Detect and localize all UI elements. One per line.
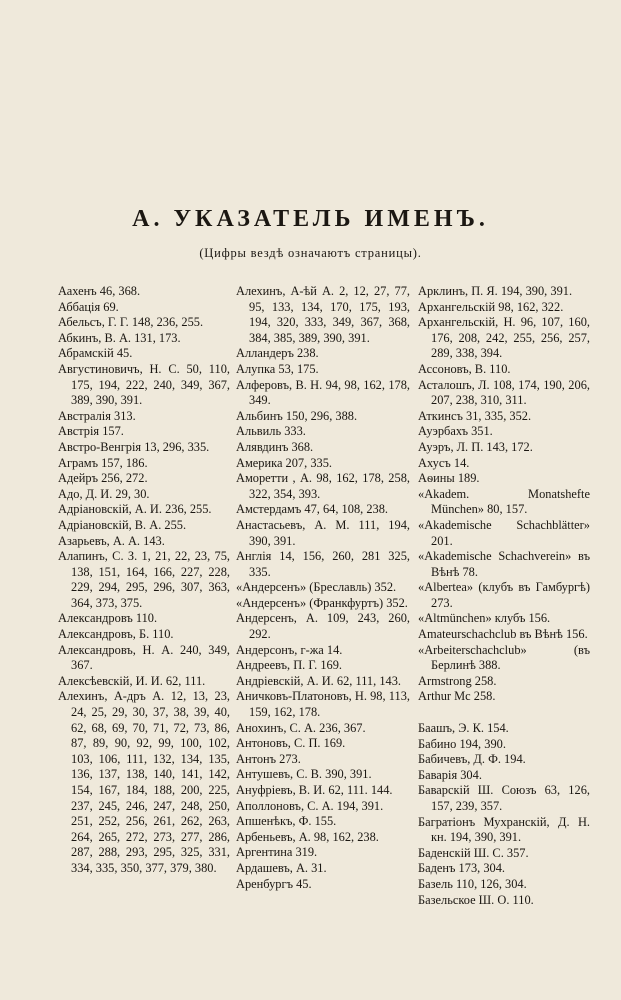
index-entry: Адріановскій, А. И. 236, 255. xyxy=(58,502,212,517)
index-entry: «Андерсенъ» (Бреславль) 352. xyxy=(236,580,397,595)
section-gap xyxy=(418,705,590,721)
page-subtitle: (Цифры вездѣ означаютъ страницы). xyxy=(199,246,422,260)
index-column-1 xyxy=(58,284,230,877)
index-entry: Адейръ 256, 272. xyxy=(58,471,148,486)
index-entry: Баденскій Ш. С. 357. xyxy=(418,845,529,860)
index-entry: Алландеръ 238. xyxy=(236,346,319,361)
index-entry: Асталошъ, Л. 108, 174, 190, 206, 207, 238, 310, 311. xyxy=(418,377,590,408)
index-entry: Архангельскій, Н. 96, 107, 160, 176, 208, 242, 255, 256, 257, 289, 338, 394. xyxy=(418,315,590,361)
index-entry: Адо, Д. И. 29, 30. xyxy=(58,486,150,501)
index-entry: «Akademische Schachverein» въ Вѣнѣ 78. xyxy=(418,549,590,579)
index-entry: Абрамскій 45. xyxy=(58,346,133,361)
index-entry: «Altmünchen» клубъ 156. xyxy=(418,611,551,626)
index-entry: Бабичевъ, Д. Ф. 194. xyxy=(418,752,526,767)
index-entry: «Albertea» (клубъ въ Гамбургѣ) 273. xyxy=(418,580,590,610)
index-entry: Баденъ 173, 304. xyxy=(418,861,506,876)
index-entry: Александровъ, Б. 110. xyxy=(58,627,174,642)
index-entry: «Андерсенъ» (Франкфуртъ) 352. xyxy=(236,595,408,610)
index-entry: Ардашевъ, А. 31. xyxy=(236,860,327,875)
index-entry: Аренбургъ 45. xyxy=(236,876,312,891)
index-entry: Антоновъ, С. П. 169. xyxy=(236,736,346,751)
index-entry: «Arbeiterschachclub» (въ Берлинѣ 388. xyxy=(418,642,590,673)
index-entry: Амстердамъ 47, 64, 108, 238. xyxy=(236,502,389,517)
index-entry: Алехинъ, А-ѣй А. 2, 12, 27, 77, 95, 133, 134, 170, 175, 193, 194, 320, 333, 349, 367, 368, 384, 385, 389, 390, 391. xyxy=(236,284,410,345)
index-entry: «Akadem. Monatshefte München» 80, 157. xyxy=(418,486,590,517)
index-entry: Аахенъ 46, 368. xyxy=(58,284,141,298)
index-entry: Armstrong 258. xyxy=(418,673,497,688)
index-entry: Аморетти , А. 98, 162, 178, 258, 322, 354, 393. xyxy=(236,471,410,501)
index-column-3 xyxy=(418,284,590,908)
index-entry: Америка 207, 335. xyxy=(236,455,333,470)
index-entry: Абельсъ, Г. Г. 148, 236, 255. xyxy=(58,315,204,330)
index-entry: Аббація 69. xyxy=(58,299,119,314)
index-column-2 xyxy=(236,284,410,892)
index-entry: Ануфріевъ, В. И. 62, 111. 144. xyxy=(236,783,393,797)
index-entry: «Akademische Schachblätter» 201. xyxy=(418,517,590,548)
index-entry: Аргентина 319. xyxy=(236,845,318,860)
index-entry: Аничковъ-Платоновъ, Н. 98, 113, 159, 162, 178. xyxy=(236,689,410,720)
index-entry: Азарьевъ, А. А. 143. xyxy=(58,533,165,548)
index-entry: Анастасьевъ, А. М. 111, 194, 390, 391. xyxy=(236,517,410,548)
index-entry: Арбеньевъ, А. 98, 162, 238. xyxy=(236,829,379,844)
index-entry: Багратіонъ Мухранскій, Д. Н. кн. 194, 390, 391. xyxy=(418,814,590,845)
index-entry: Ахусъ 14. xyxy=(418,455,470,470)
index-entry: Антушевъ, С. В. 390, 391. xyxy=(236,767,372,782)
index-entry: Англія 14, 156, 260, 281 325, 335. xyxy=(236,549,410,579)
index-entry: Адріановскій, В. А. 255. xyxy=(58,517,187,532)
index-entry: Amateurschachclub въ Вѣнѣ 156. xyxy=(418,627,588,642)
index-entry: Баашъ, Э. К. 154. xyxy=(418,721,509,736)
index-entry: Арклинъ, П. Я. 194, 390, 391. xyxy=(418,284,573,298)
index-entry: Апшенѣкъ, Ф. 155. xyxy=(236,814,337,829)
index-entry: Австрія 157. xyxy=(58,424,124,439)
index-entry: Базельское Ш. О. 110. xyxy=(418,892,534,907)
index-entry: Августиновичъ, Н. С. 50, 110, 175, 194, 222, 240, 349, 367, 389, 390, 391. xyxy=(58,361,230,408)
index-entry: Аполлоновъ, С. А. 194, 391. xyxy=(236,798,384,813)
index-entry: Баварія 304. xyxy=(418,767,482,782)
index-entry: Альбинъ 150, 296, 388. xyxy=(236,408,358,423)
index-entry: Алупка 53, 175. xyxy=(236,361,319,376)
index-entry: Ауэрбахъ 351. xyxy=(418,424,493,439)
page-title: А. УКАЗАТЕЛЬ ИМЕНЪ. xyxy=(132,206,489,232)
index-entry: Аткинсъ 31, 335, 352. xyxy=(418,408,532,423)
index-entry: Базель 110, 126, 304. xyxy=(418,876,527,891)
index-entry: Анохинъ, С. А. 236, 367. xyxy=(236,720,366,735)
index-entry: Ауэръ, Л. П. 143, 172. xyxy=(418,439,533,454)
index-entry: Алявдинъ 368. xyxy=(236,439,314,454)
index-entry: Аграмъ 157, 186. xyxy=(58,455,148,470)
index-entry: Антонъ 273. xyxy=(236,751,301,766)
index-entry: Алапинъ, С. З. 1, 21, 22, 23, 75, 138, 151, 164, 166, 227, 228, 229, 294, 295, 296, 307, 363, 364, 373, 375. xyxy=(58,549,230,610)
index-entry: Алехинъ, А-дръ А. 12, 13, 23, 24, 25, 29, 30, 37, 38, 39, 40, 62, 68, 69, 70, 71, 72, 73, 86, 87, 89, 90, 92, 99, 100, 102, 103, 106, 111, 132, 134, 135, 136, 137, 138, 140, 141, 142, 154, 167, 184, 188, 200, 225, 237, 245, 246, 247, 248, 250, 251, 252, 256, 261, 262, 263, 264, 265, 272, 273, 277, 286, 287, 288, 293, 295, 325, 331, 334, 335, 350, 377, 379, 380. xyxy=(58,689,230,875)
index-entry: Архангельскій 98, 162, 322. xyxy=(418,299,564,314)
index-entry: Австралія 313. xyxy=(58,408,136,423)
index-entry: Альвиль 333. xyxy=(236,424,306,439)
index-entry: Андерсенъ, А. 109, 243, 260, 292. xyxy=(236,611,410,642)
index-entry: Arthur Mc 258. xyxy=(418,689,496,704)
index-entry: Андріевскій, А. И. 62, 111, 143. xyxy=(236,673,402,688)
index-entry: Александровъ 110. xyxy=(58,611,158,626)
index-entry: Ассоновъ, В. 110. xyxy=(418,361,511,376)
index-entry: Алексѣевскій, И. И. 62, 111. xyxy=(58,673,206,688)
index-entry: Аѳины 189. xyxy=(418,471,480,486)
index-entry: Бабино 194, 390. xyxy=(418,736,506,751)
index-entry: Австро-Венгрія 13, 296, 335. xyxy=(58,439,210,454)
index-entry: Андреевъ, П. Г. 169. xyxy=(236,658,343,673)
index-entry: Алферовъ, В. Н. 94, 98, 162, 178, 349. xyxy=(236,377,410,408)
index-entry: Абкинъ, В. А. 131, 173. xyxy=(58,330,181,345)
index-entry: Александровъ, Н. А. 240, 349, 367. xyxy=(58,642,230,673)
index-entry: Баварскій Ш. Союзъ 63, 126, 157, 239, 357. xyxy=(418,783,590,813)
index-entry: Андерсонъ, г-жа 14. xyxy=(236,642,343,657)
